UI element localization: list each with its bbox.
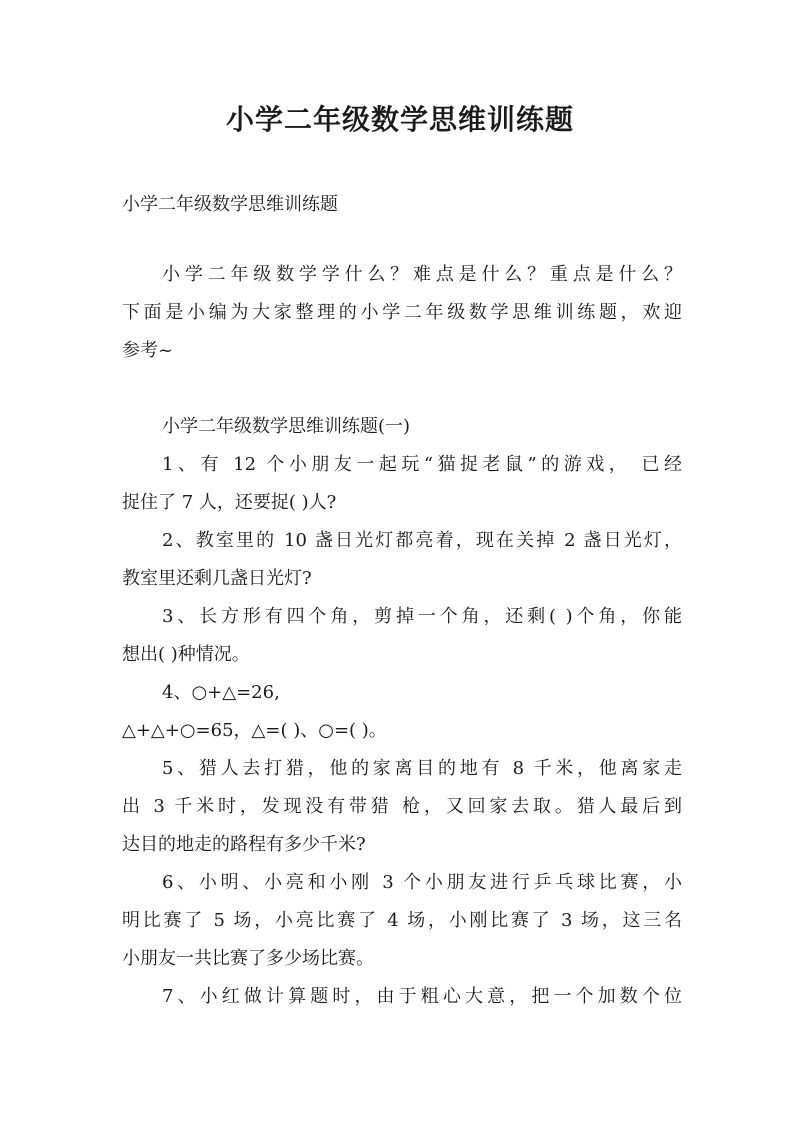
question-3-line: 想出( )种情况。 — [122, 644, 250, 665]
question-2-line: 2、教室里的 10 盏日光灯都亮着，现在关掉 2 盏日光灯， — [162, 530, 682, 551]
question-5-line: 5、猎人去打猎，他的家离目的地有 8 千米，他离家走 — [162, 758, 682, 779]
question-1-line: 1、有 12 个小朋友一起玩“猫捉老鼠”的游戏， 已经 — [162, 454, 682, 475]
question-1-line: 捉住了 7 人，还要捉( )人? — [122, 492, 337, 513]
section-heading: 小学二年级数学思维训练题(一) — [162, 416, 411, 437]
question-6-line: 6、小明、小亮和小刚 3 个小朋友进行乒乓球比赛，小 — [162, 872, 682, 893]
intro-line: 小学二年级数学学什么？难点是什么？重点是什么？ — [162, 264, 682, 285]
question-5-line: 出 3 千米时，发现没有带猎 枪，又回家去取。猎人最后到 — [122, 796, 682, 817]
question-4-line: △+△+○=65，△=( )、○=( )。 — [122, 720, 387, 741]
question-2-line: 教室里还剩几盏日光灯? — [122, 568, 312, 589]
document-subtitle: 小学二年级数学思维训练题 — [122, 194, 338, 215]
question-4-line: 4、○+△=26, — [162, 682, 280, 703]
question-section — [122, 408, 682, 1016]
intro-line: 参考~ — [122, 340, 174, 361]
question-6-line: 小朋友一共比赛了多少场比赛。 — [122, 948, 374, 969]
document-title: 小学二年级数学思维训练题 — [225, 103, 574, 136]
intro-line: 下面是小编为大家整理的小学二年级数学思维训练题，欢迎 — [122, 302, 682, 323]
question-6-line: 明比赛了 5 场，小亮比赛了 4 场，小刚比赛了 3 场，这三名 — [122, 910, 682, 931]
question-5-line: 达目的地走的路程有多少千米? — [122, 834, 366, 855]
question-7-line: 7、小红做计算题时，由于粗心大意，把一个加数个位 — [162, 986, 682, 1007]
question-3-line: 3、长方形有四个角，剪掉一个角，还剩( )个角，你能 — [162, 606, 682, 627]
intro-paragraph — [122, 256, 682, 370]
